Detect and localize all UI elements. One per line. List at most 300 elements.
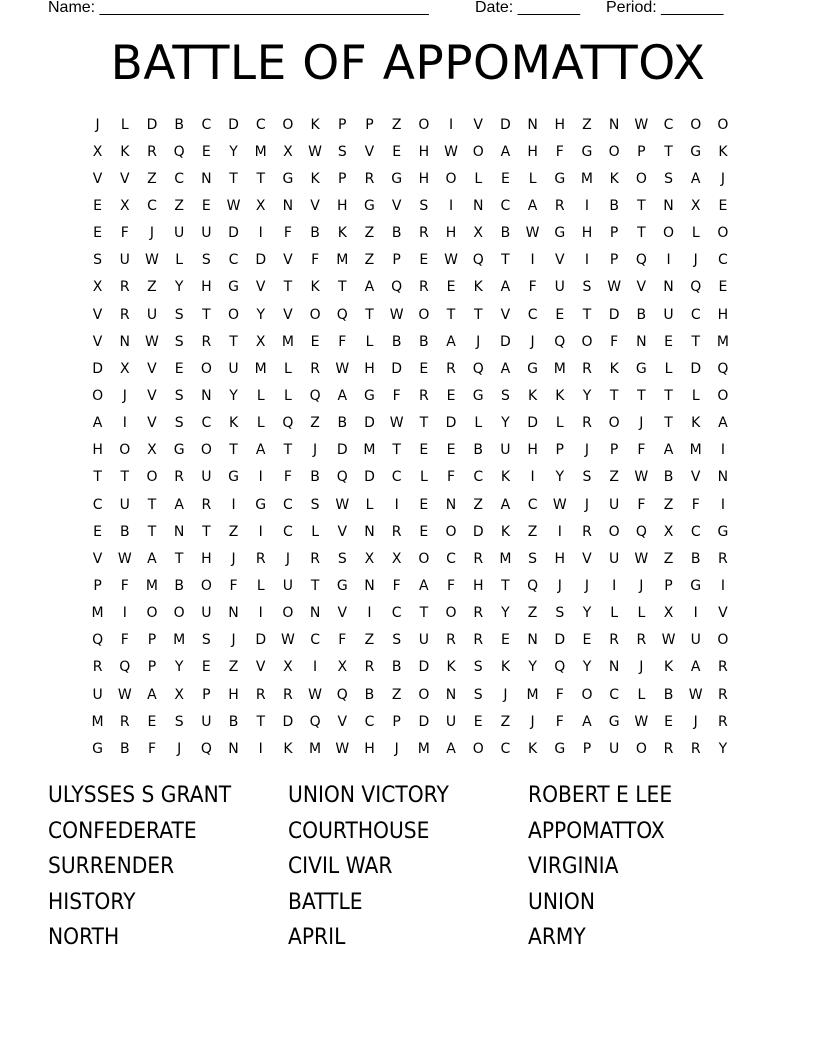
grid-letter: J <box>394 740 399 757</box>
period-field: Period: _______ <box>606 0 724 16</box>
grid-letter: R <box>718 659 728 676</box>
grid-letter: S <box>201 632 211 649</box>
grid-letter: T <box>229 442 238 459</box>
grid-letter: D <box>391 360 403 377</box>
grid-letter: Z <box>364 225 375 242</box>
grid-letter: R <box>718 550 728 567</box>
grid-letter: R <box>582 415 592 432</box>
page-title: BATTLE OF APPOMATTOX <box>110 36 706 91</box>
grid-letter: O <box>92 387 104 404</box>
grid-letter: V <box>255 659 266 676</box>
grid-letter: U <box>201 605 212 622</box>
grid-letter: F <box>147 740 156 757</box>
grid-letter: C <box>473 469 484 486</box>
grid-letter: C <box>310 632 320 649</box>
grid-letter: Z <box>174 197 184 214</box>
grid-letter: E <box>664 713 673 730</box>
grid-letter: W <box>634 116 649 133</box>
grid-letter: J <box>231 550 236 567</box>
grid-letter: R <box>310 550 320 567</box>
grid-letter: D <box>472 523 484 540</box>
grid-letter: N <box>717 469 729 486</box>
grid-letter: T <box>691 333 700 350</box>
grid-letter: J <box>95 116 100 133</box>
grid-letter: K <box>120 143 130 160</box>
grid-letter: Q <box>554 659 566 676</box>
grid-letter: X <box>391 550 402 567</box>
grid-letter: B <box>419 333 429 350</box>
grid-letter: E <box>147 713 157 730</box>
grid-letter: O <box>472 143 484 160</box>
grid-letter: B <box>119 740 130 757</box>
grid-letter: M <box>499 550 512 567</box>
grid-letter: R <box>582 360 592 377</box>
grid-letter: Q <box>635 523 647 540</box>
grid-letter: A <box>663 442 674 459</box>
grid-letter: A <box>500 143 511 160</box>
grid-letter: Y <box>229 143 238 160</box>
grid-letter: D <box>336 442 348 459</box>
grid-letter: T <box>283 279 293 296</box>
grid-letter: F <box>637 496 646 513</box>
grid-letter: D <box>418 659 430 676</box>
word-bank-item: APRIL <box>288 925 346 951</box>
grid-letter: P <box>202 686 211 703</box>
grid-letter: I <box>612 577 617 594</box>
grid-letter: H <box>201 279 212 296</box>
grid-letter: V <box>391 197 402 214</box>
grid-letter: K <box>337 225 347 242</box>
grid-letter: C <box>283 496 293 513</box>
grid-letter: G <box>92 740 104 757</box>
grid-letter: V <box>337 523 348 540</box>
grid-letter: T <box>174 550 184 567</box>
grid-letter: H <box>201 550 212 567</box>
grid-letter: M <box>254 360 267 377</box>
grid-letter: W <box>525 225 540 242</box>
grid-letter: J <box>122 387 127 404</box>
grid-letter: Q <box>309 387 321 404</box>
grid-letter: H <box>717 306 729 323</box>
grid-letter: W <box>117 686 132 703</box>
grid-letter: J <box>693 252 698 269</box>
grid-letter: Z <box>391 686 402 703</box>
grid-letter: H <box>418 143 430 160</box>
grid-letter: N <box>608 116 620 133</box>
grid-letter: R <box>119 713 130 730</box>
grid-letter: Q <box>554 333 566 350</box>
grid-letter: S <box>528 550 538 567</box>
grid-letter: X <box>147 442 157 459</box>
grid-letter: U <box>174 225 185 242</box>
grid-letter: Y <box>501 415 510 432</box>
grid-letter: N <box>201 387 212 404</box>
grid-letter: W <box>335 360 350 377</box>
grid-letter: P <box>365 116 374 133</box>
grid-letter: T <box>147 523 157 540</box>
grid-letter: F <box>447 469 456 486</box>
grid-letter: V <box>582 550 592 567</box>
grid-letter: E <box>500 632 510 649</box>
grid-letter: S <box>582 279 592 296</box>
grid-letter: R <box>418 387 429 404</box>
grid-letter: F <box>447 577 456 594</box>
grid-letter: Z <box>310 415 320 432</box>
grid-letter: T <box>202 306 211 323</box>
grid-letter: T <box>229 170 238 187</box>
grid-letter: O <box>581 333 593 350</box>
grid-letter: O <box>200 577 212 594</box>
grid-letter: K <box>528 387 538 404</box>
grid-letter: X <box>283 659 293 676</box>
grid-letter: T <box>338 279 347 296</box>
grid-letter: S <box>582 469 592 486</box>
grid-letter: U <box>663 306 674 323</box>
grid-letter: K <box>609 360 619 377</box>
grid-letter: N <box>527 116 538 133</box>
grid-letter: J <box>476 333 481 350</box>
grid-letter: J <box>177 740 182 757</box>
grid-letter: M <box>309 740 322 757</box>
grid-letter: T <box>256 713 265 730</box>
grid-letter: G <box>472 387 484 404</box>
grid-letter: I <box>448 197 454 214</box>
grid-letter: W <box>280 632 295 649</box>
grid-letter: O <box>472 740 484 757</box>
grid-letter: I <box>258 225 263 242</box>
grid-letter: N <box>663 279 674 296</box>
grid-letter: L <box>691 225 700 242</box>
grid-letter: C <box>147 197 157 214</box>
grid-letter: T <box>256 170 265 187</box>
grid-letter: F <box>338 632 347 649</box>
grid-letter: G <box>173 442 185 459</box>
grid-letter: M <box>91 713 104 730</box>
grid-letter: A <box>500 360 511 377</box>
grid-letter: A <box>718 415 728 432</box>
grid-letter: R <box>446 632 456 649</box>
grid-letter: G <box>527 360 539 377</box>
grid-letter: X <box>663 605 674 622</box>
grid-letter: C <box>201 116 212 133</box>
grid-letter: H <box>92 442 103 459</box>
grid-letter: E <box>310 333 320 350</box>
grid-letter: V <box>554 252 565 269</box>
grid-letter: C <box>690 306 701 323</box>
grid-letter: U <box>201 713 212 730</box>
grid-letter: Z <box>663 550 674 567</box>
grid-letter: G <box>364 197 375 214</box>
grid-letter: Q <box>309 713 321 730</box>
grid-letter: F <box>392 577 401 594</box>
grid-letter: C <box>446 550 456 567</box>
grid-letter: Q <box>336 686 348 703</box>
grid-letter: L <box>365 333 374 350</box>
grid-letter: D <box>554 632 566 649</box>
grid-letter: R <box>255 550 266 567</box>
word-bank-item: VIRGINIA <box>528 854 619 880</box>
grid-letter: T <box>473 306 483 323</box>
grid-letter: R <box>609 632 620 649</box>
grid-letter: F <box>229 577 238 594</box>
grid-letter: T <box>609 387 619 404</box>
grid-letter: V <box>364 143 375 160</box>
grid-letter: M <box>417 740 430 757</box>
grid-letter: V <box>92 550 103 567</box>
grid-letter: R <box>690 740 701 757</box>
grid-letter: N <box>445 496 457 513</box>
grid-letter: L <box>610 605 619 622</box>
grid-letter: J <box>530 333 535 350</box>
grid-letter: I <box>231 496 236 513</box>
grid-letter: F <box>392 387 401 404</box>
grid-letter: C <box>391 605 402 622</box>
grid-letter: V <box>147 360 157 377</box>
grid-letter: H <box>527 442 538 459</box>
grid-letter: T <box>501 577 510 594</box>
grid-letter: G <box>255 496 267 513</box>
grid-letter: R <box>718 686 728 703</box>
grid-letter: M <box>173 632 186 649</box>
grid-letter: X <box>174 686 184 703</box>
grid-letter: L <box>256 577 265 594</box>
grid-letter: B <box>174 577 184 594</box>
grid-letter: J <box>584 496 590 513</box>
grid-letter: Y <box>582 387 592 404</box>
date-field: Date: _______ <box>475 0 580 16</box>
grid-letter: G <box>717 523 729 540</box>
word-bank-item: UNION VICTORY <box>288 783 449 808</box>
grid-letter: W <box>308 143 323 160</box>
grid-letter: O <box>418 550 430 567</box>
grid-letter: Q <box>690 279 702 296</box>
grid-letter: T <box>93 469 102 486</box>
grid-letter: W <box>634 469 649 486</box>
grid-letter: S <box>174 387 184 404</box>
grid-letter: B <box>690 550 701 567</box>
grid-letter: T <box>392 442 401 459</box>
grid-letter: P <box>392 713 401 730</box>
grid-letter: E <box>392 143 402 160</box>
grid-letter: S <box>174 306 184 323</box>
grid-letter: J <box>313 442 318 459</box>
grid-letter: E <box>93 197 103 214</box>
grid-letter: E <box>419 442 429 459</box>
grid-letter: R <box>364 659 375 676</box>
grid-letter: T <box>582 306 592 323</box>
grid-letter: B <box>636 306 647 323</box>
grid-letter: V <box>92 306 103 323</box>
grid-letter: J <box>530 713 535 730</box>
word-bank-item: APPOMATTOX <box>528 818 665 844</box>
word-bank <box>48 780 768 958</box>
grid-letter: F <box>555 686 564 703</box>
grid-letter: U <box>119 252 130 269</box>
grid-letter: C <box>283 523 293 540</box>
grid-letter: W <box>444 252 458 269</box>
grid-letter: T <box>501 252 510 269</box>
grid-letter: V <box>92 170 103 187</box>
grid-letter: W <box>145 252 159 269</box>
grid-letter: W <box>688 686 703 703</box>
grid-letter: E <box>419 523 429 540</box>
grid-letter: I <box>584 197 590 214</box>
grid-letter: Z <box>228 659 239 676</box>
grid-letter: F <box>555 713 564 730</box>
grid-letter: E <box>419 360 429 377</box>
grid-letter: J <box>720 170 725 187</box>
grid-letter: S <box>93 252 103 269</box>
grid-letter: R <box>310 360 320 377</box>
grid-letter: L <box>637 686 646 703</box>
grid-letter: K <box>691 415 701 432</box>
grid-letter: H <box>472 577 484 594</box>
grid-letter: G <box>635 360 647 377</box>
grid-letter: C <box>228 252 239 269</box>
grid-letter: K <box>500 659 510 676</box>
grid-letter: N <box>119 333 131 350</box>
grid-letter: Q <box>173 143 185 160</box>
grid-letter: U <box>418 632 429 649</box>
grid-letter: H <box>418 170 430 187</box>
grid-letter: T <box>419 415 429 432</box>
grid-letter: L <box>664 360 673 377</box>
word-bank-item: UNION <box>528 889 596 915</box>
grid-letter: X <box>92 143 103 160</box>
grid-letter: A <box>446 333 456 350</box>
grid-letter: D <box>608 306 620 323</box>
name-field: Name: _____________________________________ <box>48 0 429 16</box>
grid-letter: B <box>337 415 348 432</box>
grid-letter: O <box>690 116 702 133</box>
grid-letter: Z <box>147 279 157 296</box>
grid-letter: S <box>500 387 510 404</box>
grid-letter: W <box>335 740 350 757</box>
grid-letter: E <box>201 659 211 676</box>
grid-letter: B <box>609 197 619 214</box>
grid-letter: N <box>472 197 484 214</box>
grid-letter: H <box>228 686 239 703</box>
grid-letter: M <box>553 360 566 377</box>
grid-letter: G <box>554 740 566 757</box>
grid-letter: B <box>228 713 239 730</box>
grid-letter: L <box>284 360 292 377</box>
grid-letter: Y <box>501 605 510 622</box>
grid-letter: E <box>201 143 211 160</box>
grid-letter: N <box>636 333 647 350</box>
grid-letter: H <box>445 225 457 242</box>
grid-letter: B <box>310 225 320 242</box>
grid-letter: V <box>473 116 483 133</box>
grid-letter: M <box>689 442 702 459</box>
grid-letter: B <box>473 442 484 459</box>
worksheet-header <box>0 0 816 20</box>
grid-letter: B <box>663 686 674 703</box>
grid-letter: Q <box>336 306 348 323</box>
grid-letter: S <box>473 659 483 676</box>
grid-letter: X <box>255 333 266 350</box>
grid-letter: F <box>338 333 347 350</box>
grid-letter: V <box>337 605 348 622</box>
grid-letter: B <box>364 686 375 703</box>
grid-letter: R <box>119 279 130 296</box>
grid-letter: D <box>364 415 375 432</box>
grid-letter: A <box>690 659 701 676</box>
grid-letter: L <box>311 523 319 540</box>
grid-letter: D <box>228 116 239 133</box>
grid-letter: E <box>93 225 103 242</box>
grid-letter: V <box>283 306 293 323</box>
grid-letter: E <box>446 442 456 459</box>
grid-letter: L <box>256 415 265 432</box>
grid-letter: Z <box>391 116 402 133</box>
grid-letter: I <box>258 605 263 622</box>
grid-letter: E <box>500 170 510 187</box>
grid-letter: C <box>500 197 511 214</box>
grid-letter: C <box>391 469 402 486</box>
grid-letter: F <box>120 577 129 594</box>
grid-letter: M <box>145 577 159 594</box>
grid-letter: A <box>147 550 157 567</box>
grid-letter: T <box>664 143 673 160</box>
grid-letter: O <box>445 605 457 622</box>
grid-letter: K <box>310 170 320 187</box>
grid-letter: C <box>527 496 538 513</box>
grid-letter: I <box>258 740 263 757</box>
grid-letter: T <box>147 496 157 513</box>
grid-letter: X <box>364 550 375 567</box>
grid-letter: S <box>174 333 184 350</box>
grid-letter: Z <box>364 632 375 649</box>
grid-letter: D <box>255 252 267 269</box>
grid-letter: T <box>664 387 673 404</box>
grid-letter: Y <box>555 469 565 486</box>
grid-letter: S <box>392 632 402 649</box>
grid-letter: E <box>419 252 429 269</box>
grid-letter: O <box>717 632 729 649</box>
grid-letter: Z <box>364 252 375 269</box>
grid-letter: V <box>255 279 266 296</box>
grid-letter: L <box>555 415 564 432</box>
grid-letter: W <box>607 279 622 296</box>
grid-letter: D <box>500 333 511 350</box>
grid-letter: I <box>720 577 725 594</box>
grid-letter: X <box>690 197 701 214</box>
grid-letter: U <box>146 306 158 323</box>
grid-letter: F <box>283 469 292 486</box>
grid-letter: Y <box>256 306 265 323</box>
grid-letter: T <box>283 442 293 459</box>
grid-letter: A <box>500 496 511 513</box>
grid-letter: B <box>391 333 402 350</box>
grid-letter: C <box>609 686 620 703</box>
grid-letter: D <box>255 632 267 649</box>
word-bank-item: ROBERT E LEE <box>528 783 673 808</box>
grid-letter: R <box>92 659 103 676</box>
grid-letter: F <box>311 252 320 269</box>
grid-letter: U <box>92 686 103 703</box>
grid-letter: U <box>201 225 212 242</box>
grid-letter: L <box>419 469 428 486</box>
grid-letter: V <box>718 605 728 622</box>
grid-letter: C <box>255 116 266 133</box>
grid-letter: O <box>146 605 158 622</box>
grid-letter: X <box>119 197 130 214</box>
grid-letter: A <box>446 740 456 757</box>
grid-letter: Z <box>473 496 484 513</box>
grid-letter: N <box>364 523 375 540</box>
grid-letter: X <box>119 360 130 377</box>
